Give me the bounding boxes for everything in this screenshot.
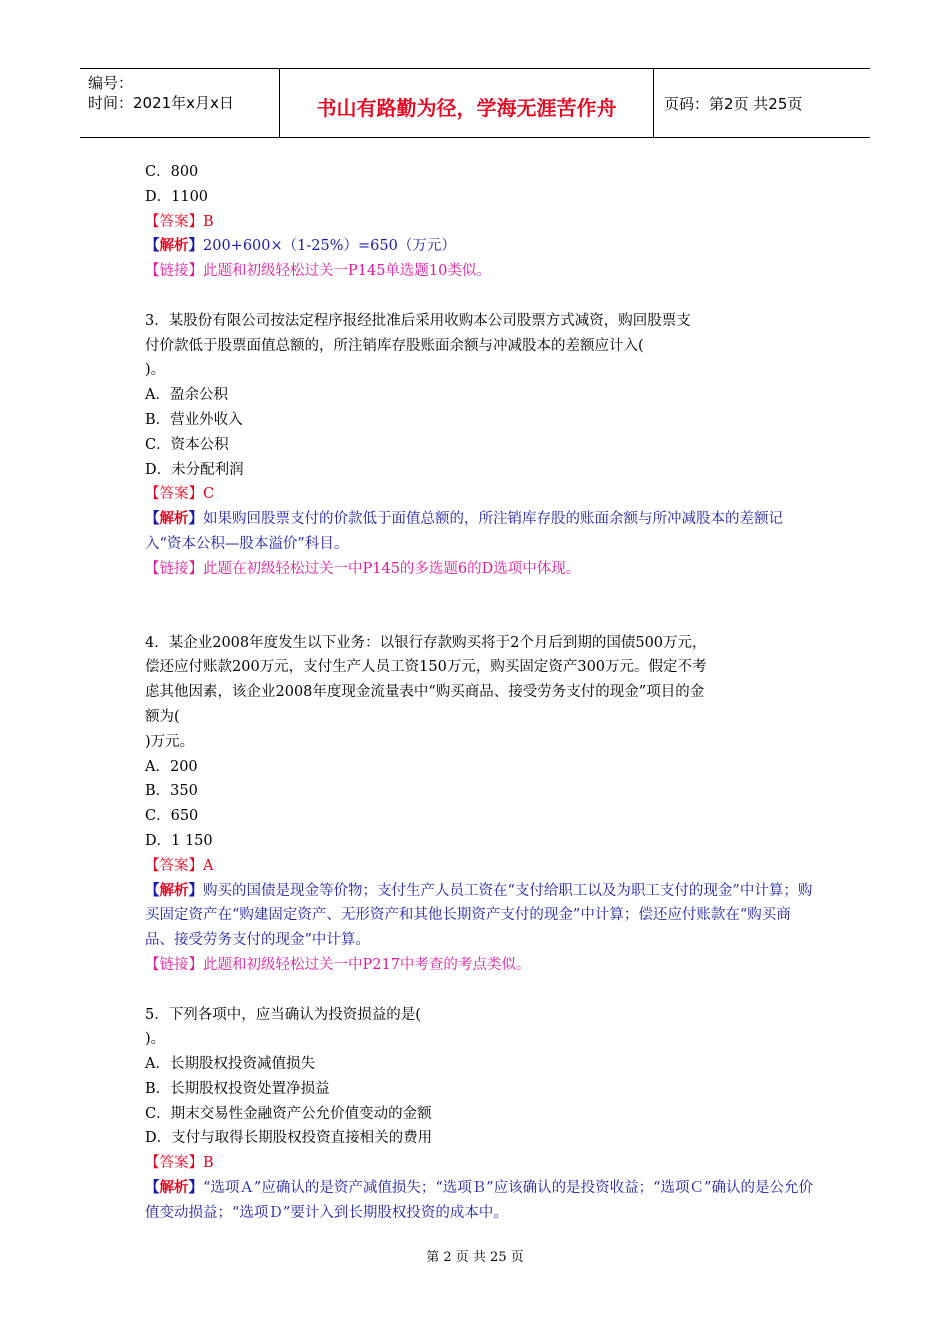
question-stem: 付价款低于股票面值总额的，所注销库存股账面余额与冲减股本的差额应计入( <box>145 337 644 354</box>
analysis-keyword: 解析 <box>159 510 189 528</box>
option-b: B．350 <box>145 783 198 800</box>
option-c: C．650 <box>145 808 199 825</box>
question-stem: 4．某企业2008年度发生以下业务：以银行存款购买将于2个月后到期的国债500万元， <box>145 634 707 651</box>
answer-line: 【答案】B <box>145 213 214 230</box>
option-a: A．200 <box>145 758 198 775</box>
option-b: B．营业外收入 <box>145 411 243 428</box>
option-c: C．800 <box>145 164 199 180</box>
analysis-line: 【解析】如果购回股票支付的价款低于面值总额的，所注销库存股的账面余额与所冲减股本的差额记入“资本公积—股本溢价”科目。 <box>145 510 783 552</box>
document-body <box>145 160 815 1226</box>
analysis-text: 200+600×（1-25%）=650（万元） <box>203 238 456 255</box>
header-motto: 书山有路勤为径，学海无涯苦作舟 <box>280 69 654 137</box>
analysis-text: “选项Ａ”应确认的是资产减值损失；“选项Ｂ”应该确认的是投资收益；“选项Ｃ”确认的是公允价值变动损益；“选项Ｄ”要计入到长期股权投资的成本中。 <box>145 1180 813 1221</box>
option-c: C．资本公积 <box>145 436 229 453</box>
answer-line: 【答案】A <box>145 857 214 874</box>
question-2-tail <box>145 160 815 284</box>
question-stem: )万元。 <box>145 733 195 750</box>
analysis-text: 如果购回股票支付的价款低于面值总额的，所注销库存股的账面余额与所冲减股本的差额记入“资本公积—股本溢价”科目。 <box>145 511 783 552</box>
question-stem: 5．下列各项中，应当确认为投资损益的是( <box>145 1006 421 1023</box>
analysis-line: 【解析】购买的国债是现金等价物；支付生产人员工资在“支付给职工以及为职工支付的现金”中计算；购买固定资产在“购建固定资产、无形资产和其他长期资产支付的现金”中计算；偿还应付账款在“购买商品、接受劳务支付的现金”中计算。 <box>145 881 813 949</box>
analysis-text: 购买的国债是现金等价物；支付生产人员工资在“支付给职工以及为职工支付的现金”中计算；购买固定资产在“购建固定资产、无形资产和其他长期资产支付的现金”中计算；偿还应付账款在“购买商品、接受劳务支付的现金”中计算。 <box>145 882 813 949</box>
header-meta <box>80 69 280 137</box>
page-header <box>80 68 870 138</box>
link-line: 【链接】此题和初级轻松过关一中P217中考查的考点类似。 <box>145 956 531 973</box>
analysis-line: 【解析】200+600×（1-25%）=650（万元） <box>145 237 456 255</box>
link-line: 【链接】此题和初级轻松过关一P145单选题10类似。 <box>145 263 491 280</box>
answer-line: 【答案】C <box>145 486 215 503</box>
question-stem: )。 <box>145 362 166 379</box>
analysis-keyword: 解析 <box>159 237 189 255</box>
question-stem: 3．某股份有限公司按法定程序报经批准后采用收购本公司股票方式减资，购回股票支 <box>145 312 691 329</box>
question-3 <box>145 309 815 582</box>
option-d: D．未分配利润 <box>145 461 244 478</box>
time-label: 时间：2021年x月x日 <box>88 94 234 112</box>
option-d: D．支付与取得长期股权投资直接相关的费用 <box>145 1130 433 1147</box>
option-a: A．长期股权投资减值损失 <box>145 1056 315 1073</box>
question-stem: 虑其他因素，该企业2008年度现金流量表中“购买商品、接受劳务支付的现金”项目的金 <box>145 684 705 701</box>
option-a: A．盈余公积 <box>145 387 228 404</box>
analysis-line: 【解析】“选项Ａ”应确认的是资产减值损失；“选项Ｂ”应该确认的是投资收益；“选项Ｃ”确认的是公允价值变动损益；“选项Ｄ”要计入到长期股权投资的成本中。 <box>145 1179 813 1221</box>
option-b: B．长期股权投资处置净损益 <box>145 1080 330 1097</box>
analysis-keyword: 解析 <box>159 881 189 899</box>
number-label: 编号： <box>88 74 134 92</box>
question-stem: )。 <box>145 1031 166 1048</box>
page-footer: 第 2 页 共 25 页 <box>426 1250 524 1265</box>
question-stem: 额为( <box>145 708 180 725</box>
question-4 <box>145 631 815 978</box>
answer-line: 【答案】B <box>145 1155 214 1172</box>
question-5 <box>145 1003 815 1226</box>
header-page-label: 页码：第2页 共25页 <box>664 95 803 113</box>
link-line: 【链接】此题在初级轻松过关一中P145的多选题6的D选项中体现。 <box>145 560 581 577</box>
option-c: C．期末交易性金融资产公允价值变动的金额 <box>145 1105 432 1122</box>
option-d: D．1 150 <box>145 832 213 849</box>
analysis-keyword: 解析 <box>159 1179 189 1197</box>
option-d: D．1100 <box>145 188 209 205</box>
question-stem: 偿还应付账款200万元，支付生产人员工资150万元，购买固定资产300万元。假定不考 <box>145 659 707 676</box>
